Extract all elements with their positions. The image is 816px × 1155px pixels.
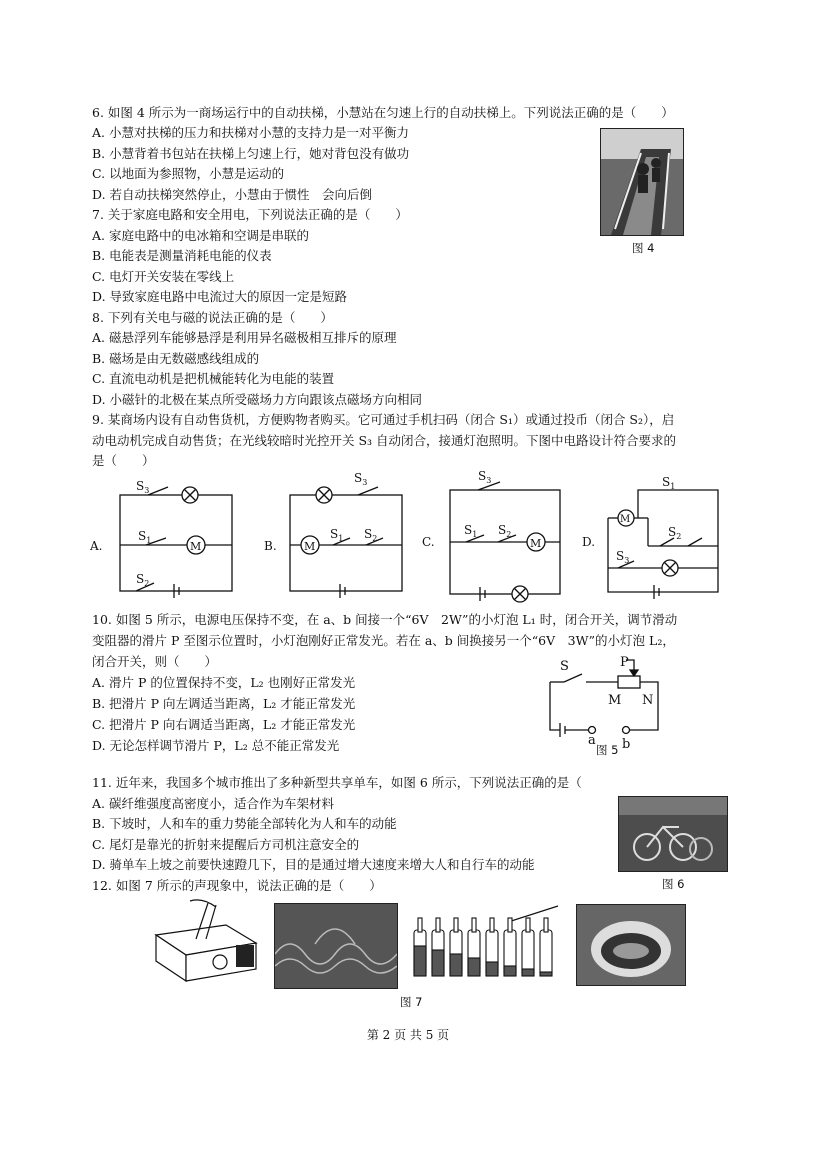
svg-text:S3: $S_3$ <box>616 549 630 565</box>
figure-7-water-waves-photo <box>274 903 398 989</box>
q8-option-a: A. 磁悬浮列车能够悬浮是利用异名磁极相互排斥的原理 <box>92 330 397 345</box>
q10-line-1: 10. 如图 5 所示，电源电压保持不变，在 a、b 间接一个“6V 2W”的小灯泡 L₁ 时，闭合开关，调节滑动 <box>92 612 678 627</box>
svg-text:a: a <box>588 733 596 748</box>
q8-stem: 8. 下列有关电与磁的说法正确的是（ ） <box>92 310 333 325</box>
svg-text:S2: $S_2$ <box>136 572 150 588</box>
q8-option-b: B. 磁场是由无数磁感线组成的 <box>92 351 260 366</box>
svg-text:S1: $S_1$ <box>330 527 344 543</box>
figure-7-tuning-fork-box <box>150 895 262 985</box>
svg-text:S1: $S_1$ <box>138 529 152 545</box>
q6-option-a: A. 小慧对扶梯的压力和扶梯对小慧的支持力是一对平衡力 <box>92 125 409 140</box>
svg-text:S2: $S_2$ <box>668 525 682 541</box>
figure-7-ultrasonic-cleaner-photo <box>576 904 686 986</box>
svg-text:b: b <box>622 737 631 752</box>
svg-text:M: M <box>304 540 316 553</box>
q11-option-c: C. 尾灯是靠光的折射来提醒后方司机注意安全的 <box>92 837 360 852</box>
q8-option-c: C. 直流电动机是把机械能转化为电能的装置 <box>92 371 335 386</box>
svg-text:P: P <box>620 655 629 670</box>
q10-line-3: 闭合开关，则（ ） <box>92 654 218 669</box>
q6-option-c: C. 以地面为参照物，小慧是运动的 <box>92 166 285 181</box>
q7-option-d: D. 导致家庭电路中电流过大的原因一定是短路 <box>92 289 348 304</box>
q7-stem: 7. 关于家庭电路和安全用电，下列说法正确的是（ ） <box>92 207 408 222</box>
figure-6-caption: 图 6 <box>662 877 685 891</box>
q10-option-c: C. 把滑片 P 向右调适当距离，L₂ 才能正常发光 <box>92 717 356 732</box>
q7-option-a: A. 家庭电路中的电冰箱和空调是串联的 <box>92 228 309 243</box>
circuit-c-label: C. <box>422 535 435 549</box>
svg-text:S2: $S_2$ <box>498 523 512 539</box>
q6-option-d: D. 若自动扶梯突然停止，小慧由于惯性 会向后倒 <box>92 187 373 202</box>
svg-text:M: M <box>620 514 631 525</box>
svg-text:M: M <box>190 540 202 553</box>
q10-line-2: 变阻器的滑片 P 至图示位置时，小灯泡刚好正常发光。若在 a、b 间换接另一个“6V 3W”的小灯泡 L₂， <box>92 633 675 648</box>
page-footer: 第 2 页 共 5 页 <box>366 1028 450 1042</box>
q7-option-c: C. 电灯开关安装在零线上 <box>92 269 235 284</box>
q6-stem: 6. 如图 4 所示为一商场运行中的自动扶梯，小慧站在匀速上行的自动扶梯上。下列说法正确的是（ ） <box>92 105 674 120</box>
q10-option-b: B. 把滑片 P 向左调适当距离，L₂ 才能正常发光 <box>92 696 356 711</box>
q11-option-a: A. 碳纤维强度高密度小，适合作为车架材料 <box>92 796 334 811</box>
q9-circuit-diagrams <box>88 470 738 610</box>
svg-text:S3: $S_3$ <box>136 479 150 495</box>
q10-option-d: D. 无论怎样调节滑片 P，L₂ 总不能正常发光 <box>92 738 340 753</box>
svg-text:S3: $S_3$ <box>354 471 368 487</box>
q11-option-d: D. 骑单车上坡之前要快速蹬几下，目的是通过增大速度来增大人和自行车的动能 <box>92 857 535 872</box>
q11-stem: 11. 近年来，我国多个城市推出了多种新型共享单车，如图 6 所示，下列说法正确的是（ <box>92 775 582 790</box>
q7-option-b: B. 电能表是测量消耗电能的仪表 <box>92 248 272 263</box>
q12-stem: 12. 如图 7 所示的声现象中，说法正确的是（ ） <box>92 878 382 893</box>
svg-text:N: N <box>642 693 654 708</box>
svg-text:M: M <box>608 693 622 708</box>
q9-line-2: 动电动机完成自动售货；在光线较暗时光控开关 S₃ 自动闭合，接通灯泡照明。下图中电路设计符合要求的 <box>92 433 677 448</box>
figure-7-bottles <box>410 900 570 982</box>
figure-7-caption: 图 7 <box>400 995 423 1009</box>
svg-text:S1: $S_1$ <box>662 475 676 491</box>
q8-option-d: D. 小磁针的北极在某点所受磁场力方向跟该点磁场方向相同 <box>92 392 423 407</box>
svg-text:M: M <box>530 537 542 550</box>
q9-line-3: 是（ ） <box>92 453 155 468</box>
shared-bikes-photo <box>618 796 728 872</box>
q9-line-1: 9. 某商场内设有自动售货机，方便购物者购买。它可通过手机扫码（闭合 S₁）或通过投币（闭合 S₂），启 <box>92 412 675 427</box>
svg-text:S1: $S_1$ <box>464 523 478 539</box>
svg-text:S3: $S_3$ <box>478 470 492 485</box>
q11-option-b: B. 下坡时，人和车的重力势能全部转化为人和车的动能 <box>92 816 397 831</box>
svg-text:S2: $S_2$ <box>364 527 378 543</box>
circuit-b-label: B. <box>264 539 277 553</box>
q6-option-b: B. 小慧背着书包站在扶梯上匀速上行，她对背包没有做功 <box>92 146 410 161</box>
figure-4-caption: 图 4 <box>632 241 655 255</box>
escalator-photo <box>600 128 684 236</box>
q10-option-a: A. 滑片 P 的位置保持不变，L₂ 也刚好正常发光 <box>92 675 356 690</box>
circuit-a-label: A. <box>90 539 103 553</box>
circuit-d-label: D. <box>582 535 596 549</box>
figure-5-caption: 图 5 <box>596 743 619 757</box>
fig5-switch-label: S <box>560 659 569 674</box>
